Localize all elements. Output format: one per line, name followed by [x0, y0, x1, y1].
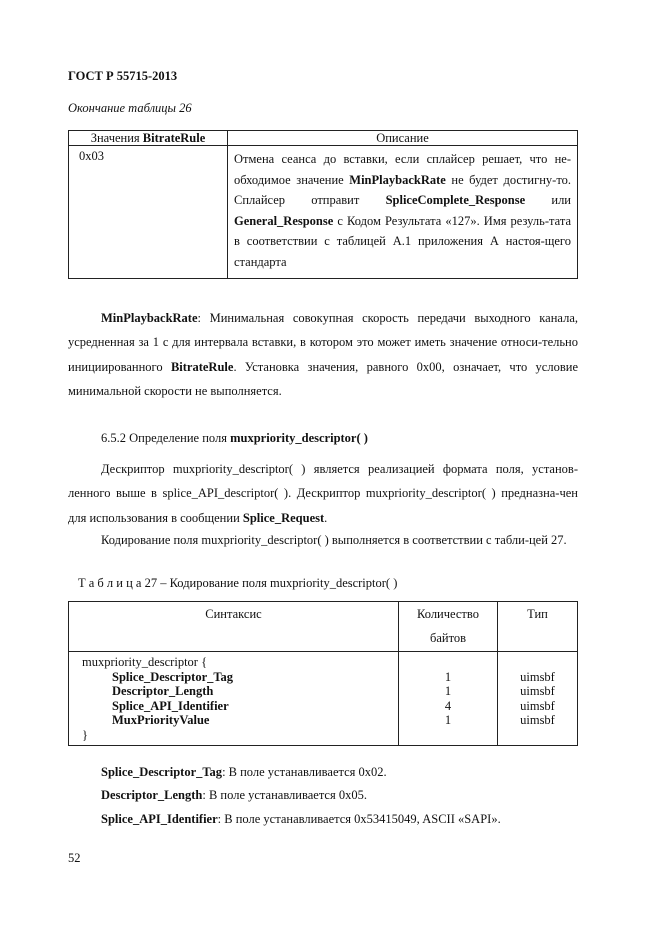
paragraph-text: . Установка значения, равного 0x00, означает, что условие минимальной скорости не выполняется. — [68, 359, 578, 399]
document-header: ГОСТ Р 55715-2013 — [68, 69, 178, 83]
syntax-close: } — [82, 727, 88, 742]
table-cell-type — [498, 652, 578, 746]
table-row — [69, 146, 578, 279]
desc-bold: General_Response — [234, 213, 334, 228]
table-26-caption: Окончание таблицы 26 — [68, 101, 192, 115]
term-bold: Splice_API_Identifier — [101, 812, 218, 826]
desc-bold: SpliceComplete_Response — [385, 193, 526, 208]
table-cell-syntax — [69, 652, 399, 746]
syntax-field: Splice_Descriptor_Tag — [112, 669, 234, 684]
field-type: uimsbf — [520, 684, 555, 699]
column-header-description: Описание — [228, 131, 578, 146]
note-text: : В поле устанавливается 0x53415049, ASCII «SAPI». — [217, 812, 501, 826]
column-header-bold: BitrateRule — [142, 131, 206, 145]
desc-text: не будет достигну-то. Сплайсер отправит — [234, 172, 571, 208]
table-27-label-rest: – Кодирование поля muxpriority_descriptor( ) — [157, 576, 398, 590]
paragraph-descriptor — [68, 457, 578, 530]
section-prefix: 6.5.2 Определение поля — [101, 431, 231, 445]
syntax-field: Descriptor_Length — [112, 684, 214, 699]
paragraph-text: . — [324, 510, 328, 525]
syntax-field: Splice_API_Identifier — [112, 698, 229, 713]
table-row — [69, 652, 578, 746]
note-text: : В поле устанавливается 0x05. — [202, 788, 367, 802]
column-header-values — [69, 131, 228, 146]
column-header-syntax: Синтаксис — [69, 602, 399, 652]
paragraph-text: : Минимальная совокупная скорость передачи выходного канала, усредненная за 1 с для интервала вставки, в котором это может иметь значение относи-тельно инициированного — [68, 311, 578, 374]
column-header-prefix: Значения — [90, 131, 143, 145]
syntax-field: MuxPriorityValue — [112, 713, 210, 728]
term-bold: Descriptor_Length — [101, 788, 203, 802]
paragraph-min-playback-rate — [68, 306, 578, 404]
column-header-type: Тип — [498, 602, 578, 652]
table-26 — [68, 130, 578, 279]
field-type: uimsbf — [520, 669, 555, 684]
desc-bold: MinPlaybackRate — [349, 172, 446, 187]
byte-count: 4 — [444, 698, 452, 713]
note-splice-api-identifier — [68, 812, 578, 827]
table-cell-description — [228, 146, 578, 279]
note-text: : В поле устанавливается 0x02. — [222, 765, 387, 779]
term-bold: Splice_Descriptor_Tag — [101, 765, 223, 779]
term-bold: Splice_Request — [242, 510, 325, 525]
section-bold: muxpriority_descriptor( ) — [230, 431, 368, 445]
table-27-label — [78, 576, 397, 591]
field-type: uimsbf — [520, 713, 555, 728]
table-27-label-spaced: Т а б л и ц а 27 — [78, 576, 158, 590]
syntax-open: muxpriority_descriptor { — [82, 655, 208, 669]
note-descriptor-length — [68, 788, 578, 803]
term-bold: MinPlaybackRate — [101, 311, 198, 325]
paragraph-coding: Кодирование поля muxpriority_descriptor( ) выполняется в соответствии с табли-цей 27. — [101, 533, 567, 547]
byte-count: 1 — [444, 713, 452, 728]
table-27 — [68, 601, 578, 746]
paragraph-text: Дескриптор muxpriority_descriptor( ) является реализацией формата поля, установ-ленного выше в splice_API_descriptor( ). Дескриптор muxpriority_descriptor( ) предназна-чен для использования в сообщении — [68, 462, 578, 525]
section-heading — [68, 426, 578, 450]
table-header-row — [69, 602, 578, 652]
byte-count: 1 — [444, 684, 452, 699]
desc-text: или — [525, 193, 571, 208]
byte-count: 1 — [444, 669, 452, 684]
desc-text: Отмена сеанса до вставки, если сплайсер решает, что не-обходимое значение — [234, 152, 571, 187]
table-cell-bytes — [399, 652, 498, 746]
term-bold: BitrateRule — [170, 359, 234, 374]
table-header-row — [69, 131, 578, 146]
table-cell-code: 0x03 — [69, 146, 228, 279]
desc-text: с Кодом Результата «127». Имя резуль-тата в соответствии с таблицей А.1 приложения А настоя-щего стандарта — [234, 213, 571, 269]
column-header-byte-count: Количество байтов — [399, 602, 498, 652]
field-type: uimsbf — [520, 698, 555, 713]
note-splice-descriptor-tag — [68, 765, 578, 780]
page-number: 52 — [68, 851, 81, 865]
